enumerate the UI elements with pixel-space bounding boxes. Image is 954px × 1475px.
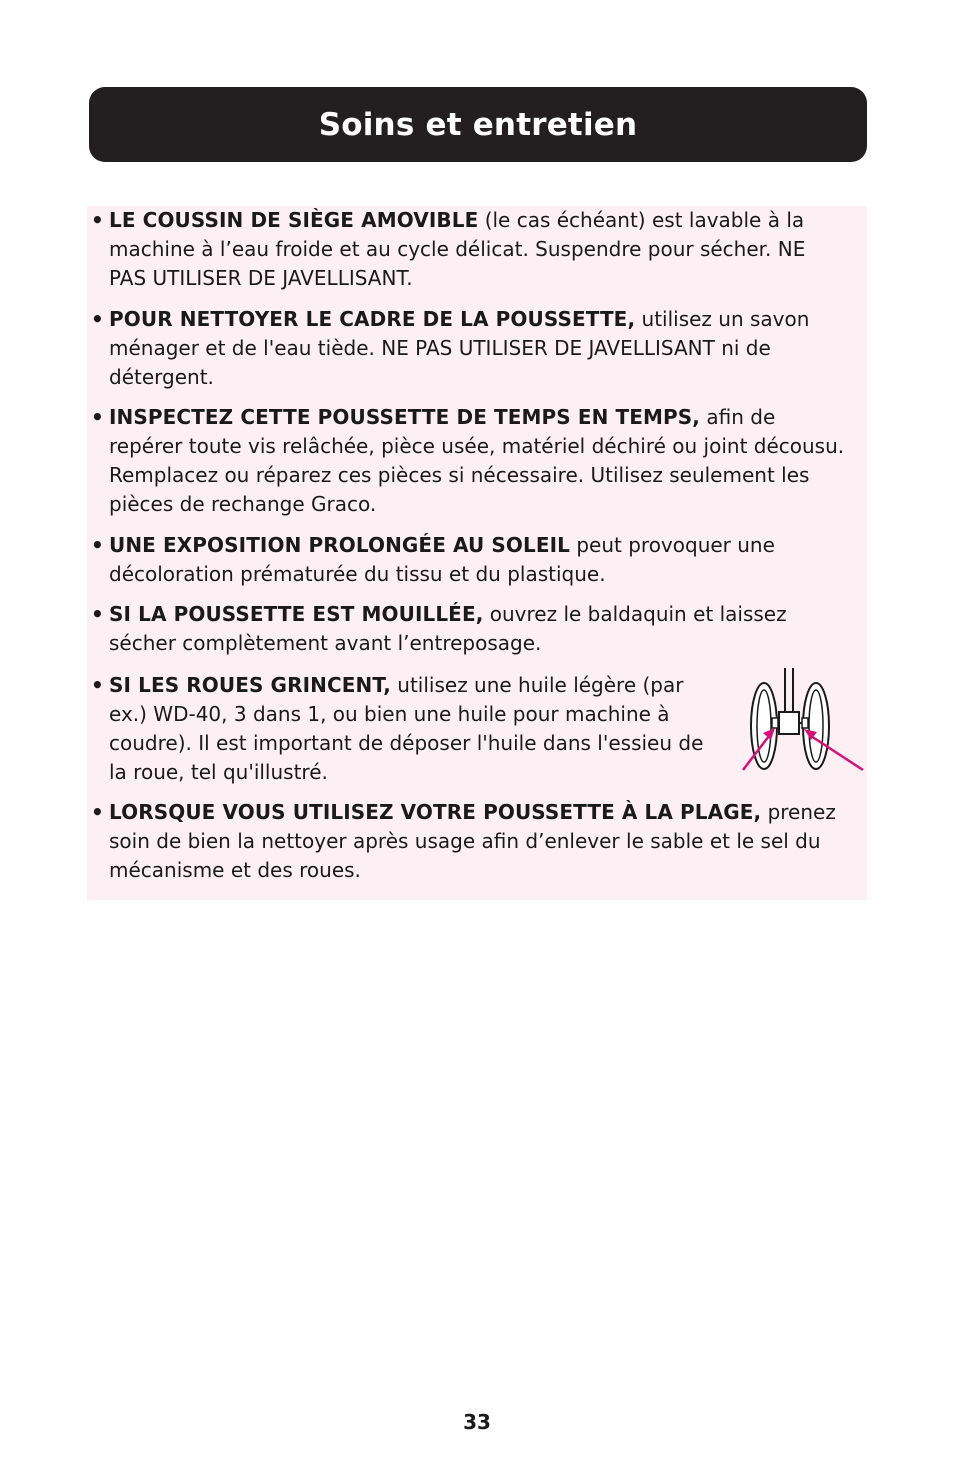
bullet: • [91, 533, 104, 557]
item-lead: SI LA POUSSETTE EST MOUILLÉE, [109, 602, 484, 626]
list-item [87, 671, 727, 787]
item-lead: POUR NETTOYER LE CADRE DE LA POUSSETTE, [109, 307, 636, 331]
item-text: utilisez un savon ménager et de l'eau tiède. NE PAS UTILISER DE JAVELLISANT ni de détergent. [109, 307, 810, 389]
item-lead: SI LES ROUES GRINCENT, [109, 673, 391, 697]
care-instructions-panel [87, 206, 867, 900]
item-text: afin de repérer toute vis relâchée, pièce usée, matériel déchiré ou joint décousu. Remplacez ou réparez ces pièces si nécessaire. Utilisez seulement les pièces de rechange Graco. [109, 405, 845, 516]
list-item [87, 305, 847, 392]
list-item [87, 798, 847, 885]
stroller-wheel-oil-icon [739, 666, 869, 776]
page-title: Soins et entretien [318, 106, 638, 143]
list-item [87, 531, 847, 589]
page-number: 33 [463, 1410, 491, 1434]
item-lead: UNE EXPOSITION PROLONGÉE AU SOLEIL [109, 533, 570, 557]
item-text: peut provoquer une décoloration prématurée du tissu et du plastique. [109, 533, 775, 586]
bullet: • [91, 800, 104, 824]
bullet: • [91, 307, 104, 331]
bullet: • [91, 673, 104, 697]
item-text: (le cas échéant) est lavable à la machine à l’eau froide et au cycle délicat. Suspendre pour sécher. NE PAS UTILISER DE JAVELLISANT. [109, 208, 806, 290]
section-header [89, 87, 867, 162]
bullet: • [91, 208, 104, 232]
list-item [87, 600, 847, 658]
bullet: • [91, 405, 104, 429]
list-item [87, 403, 847, 519]
item-lead: LE COUSSIN DE SIÈGE AMOVIBLE [109, 208, 479, 232]
item-lead: INSPECTEZ CETTE POUSSETTE DE TEMPS EN TEMPS, [109, 405, 700, 429]
item-text: utilisez une huile légère (par ex.) WD-40, 3 dans 1, ou bien une huile pour machine à coudre). Il est important de déposer l'huile dans l'essieu de la roue, tel qu'illustré. [109, 673, 704, 784]
bullet: • [91, 602, 104, 626]
item-text: ouvrez le baldaquin et laissez sécher complètement avant l’entreposage. [109, 602, 787, 655]
list-item [87, 206, 847, 293]
item-text: prenez soin de bien la nettoyer après usage afin d’enlever le sable et le sel du mécanisme et des roues. [109, 800, 836, 882]
item-lead: LORSQUE VOUS UTILISEZ VOTRE POUSSETTE À LA PLAGE, [109, 800, 762, 824]
